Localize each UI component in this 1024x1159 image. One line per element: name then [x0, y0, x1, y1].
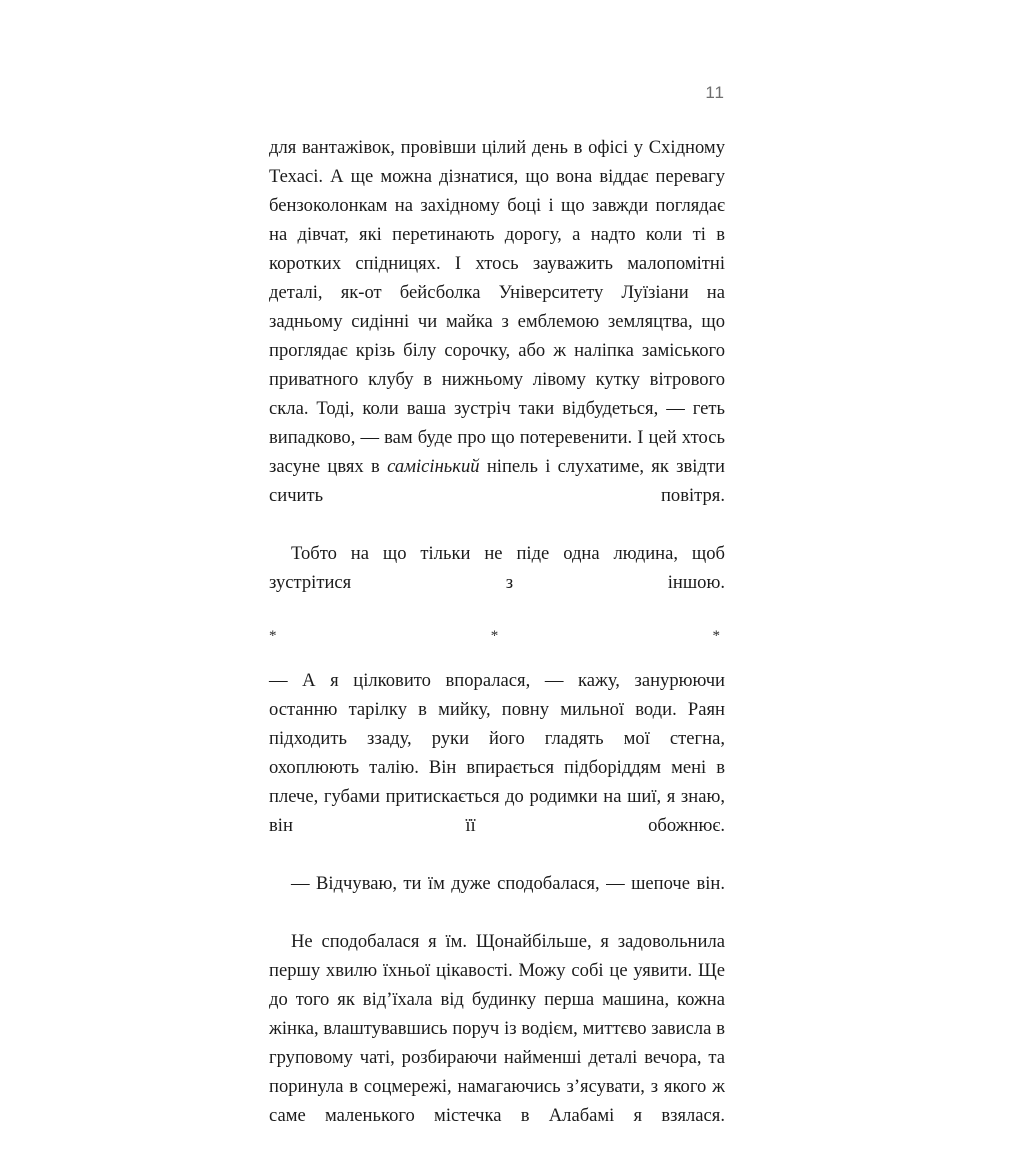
- paragraph-dialogue-1: — А я цілковито впоралася, — кажу, занурюючи останню тарілку в мийку, повну мильної води. Раян підходить ззаду, руки його гладять мої стегна, охоплюють талію. Він впирається підборіддям мені в плече, губами притискається до родимки на шиї, я знаю, він її обожнює.: [269, 670, 725, 836]
- section-separator: * * *: [269, 628, 725, 644]
- emphasis-word: самісінький: [387, 456, 480, 477]
- page-text-block: [269, 133, 725, 1159]
- paragraph-text: для вантажівок, провівши цілий день в офісі у Східному Техасі. А ще можна дізнатися, що вона віддає перевагу бензоколонкам на західному боці і що завжди поглядає на дівчат, які перетинають дорогу, а надто коли ті в коротких спідницях. І хтось зауважить малопомітні деталі, як-от бейсболка Університету Луїзіани на задньому сидінні чи майка з емблемою земляцтва, що проглядає крізь білу сорочку, або ж наліпка заміського приватного клубу в нижньому лівому кутку вітрового скла. Тоді, коли ваша зустріч таки відбудеться, — геть випадково, — вам буде про що потеревенити. І цей хтось засуне цвях в: [269, 137, 725, 477]
- paragraph-5: Не сподобалася я їм. Щонайбільше, я задовольнила першу хвилю їхньої цікавості. Можу собі це уявити. Ще до того як від’їхала від будинку перша машина, кожна жінка, влаштувавшись поруч із водієм, миттєво зависла в груповому чаті, розбираючи найменші деталі вечора, та поринула в соцмережі, намагаючись з’ясувати, з якого ж саме маленького містечка в Алабамі я взялася.: [269, 931, 725, 1126]
- paragraph-text-tail: ніпель і слухатиме, як звідти сичить повітря.: [269, 456, 726, 506]
- paragraph-continued: [269, 133, 725, 539]
- page-number: 11: [705, 83, 725, 102]
- paragraph-2: Тобто на що тільки не піде одна людина, щоб зустрітися з іншою.: [269, 543, 725, 593]
- paragraph-dialogue-2: — Відчуваю, ти їм дуже сподобалася, — шепоче він.: [291, 873, 725, 894]
- folio-row: [269, 84, 725, 103]
